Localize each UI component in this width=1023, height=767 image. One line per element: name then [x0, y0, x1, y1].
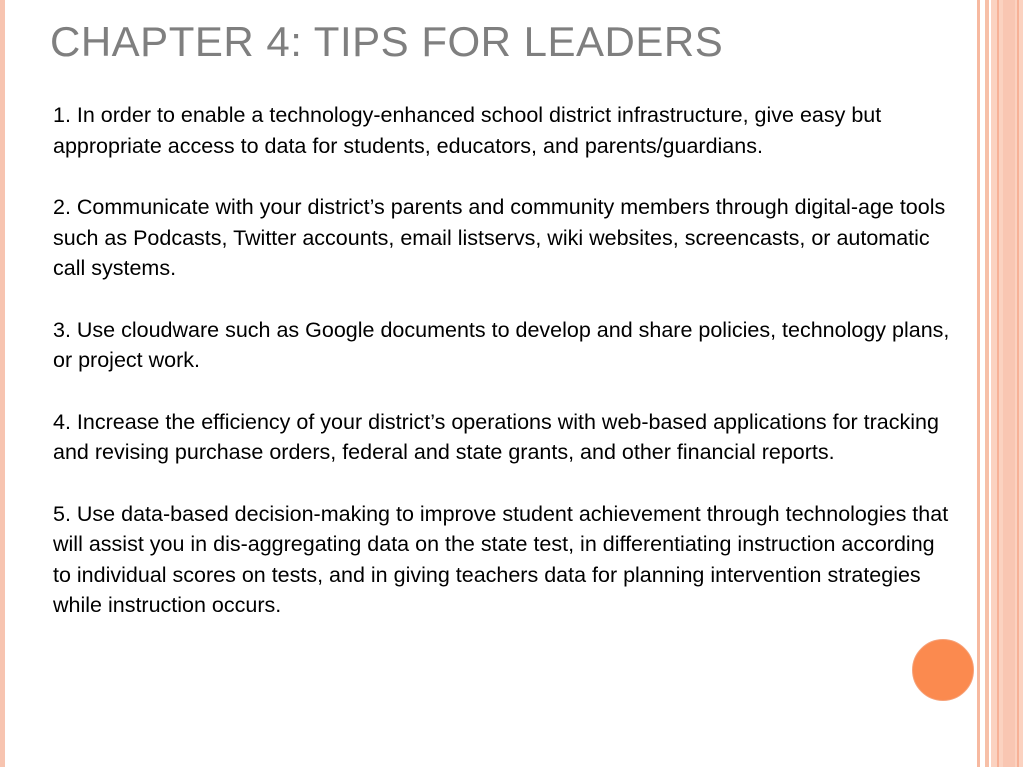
tip-item-2: 2. Communicate with your district’s parents and community members through digital-age tools such as Podcasts, Twitter accounts, email listservs, wiki websites, screencasts, or automatic call systems. — [53, 195, 946, 280]
decorative-circle — [912, 639, 974, 701]
stripe — [1003, 0, 1015, 767]
left-decorative-stripe — [0, 0, 5, 767]
tip-item-4: 4. Increase the efficiency of your district’s operations with web-based applications for tracking and revising purchase orders, federal and state grants, and other financial reports. — [53, 409, 939, 464]
stripe — [985, 0, 989, 767]
stripe — [997, 0, 999, 767]
stripe — [1017, 0, 1019, 767]
tip-item-3: 3. Use cloudware such as Google documents to develop and share policies, technology plans, or project work. — [53, 317, 950, 372]
slide-title: CHAPTER 4: TIPS FOR LEADERS — [50, 18, 724, 65]
tips-list — [53, 100, 953, 652]
right-decorative-stripes — [977, 0, 1023, 767]
tip-item-5: 5. Use data-based decision-making to improve student achievement through technologies that will assist you in dis-aggregating data on the state test, in differentiating instruction according to individual scores on tests, and in giving teachers data for planning intervention strategies while instruction occurs. — [53, 501, 949, 617]
stripe — [977, 0, 980, 767]
tip-item-1: 1. In order to enable a technology-enhanced school district infrastructure, give easy but appropriate access to data for students, educators, and parents/guardians. — [53, 103, 882, 158]
